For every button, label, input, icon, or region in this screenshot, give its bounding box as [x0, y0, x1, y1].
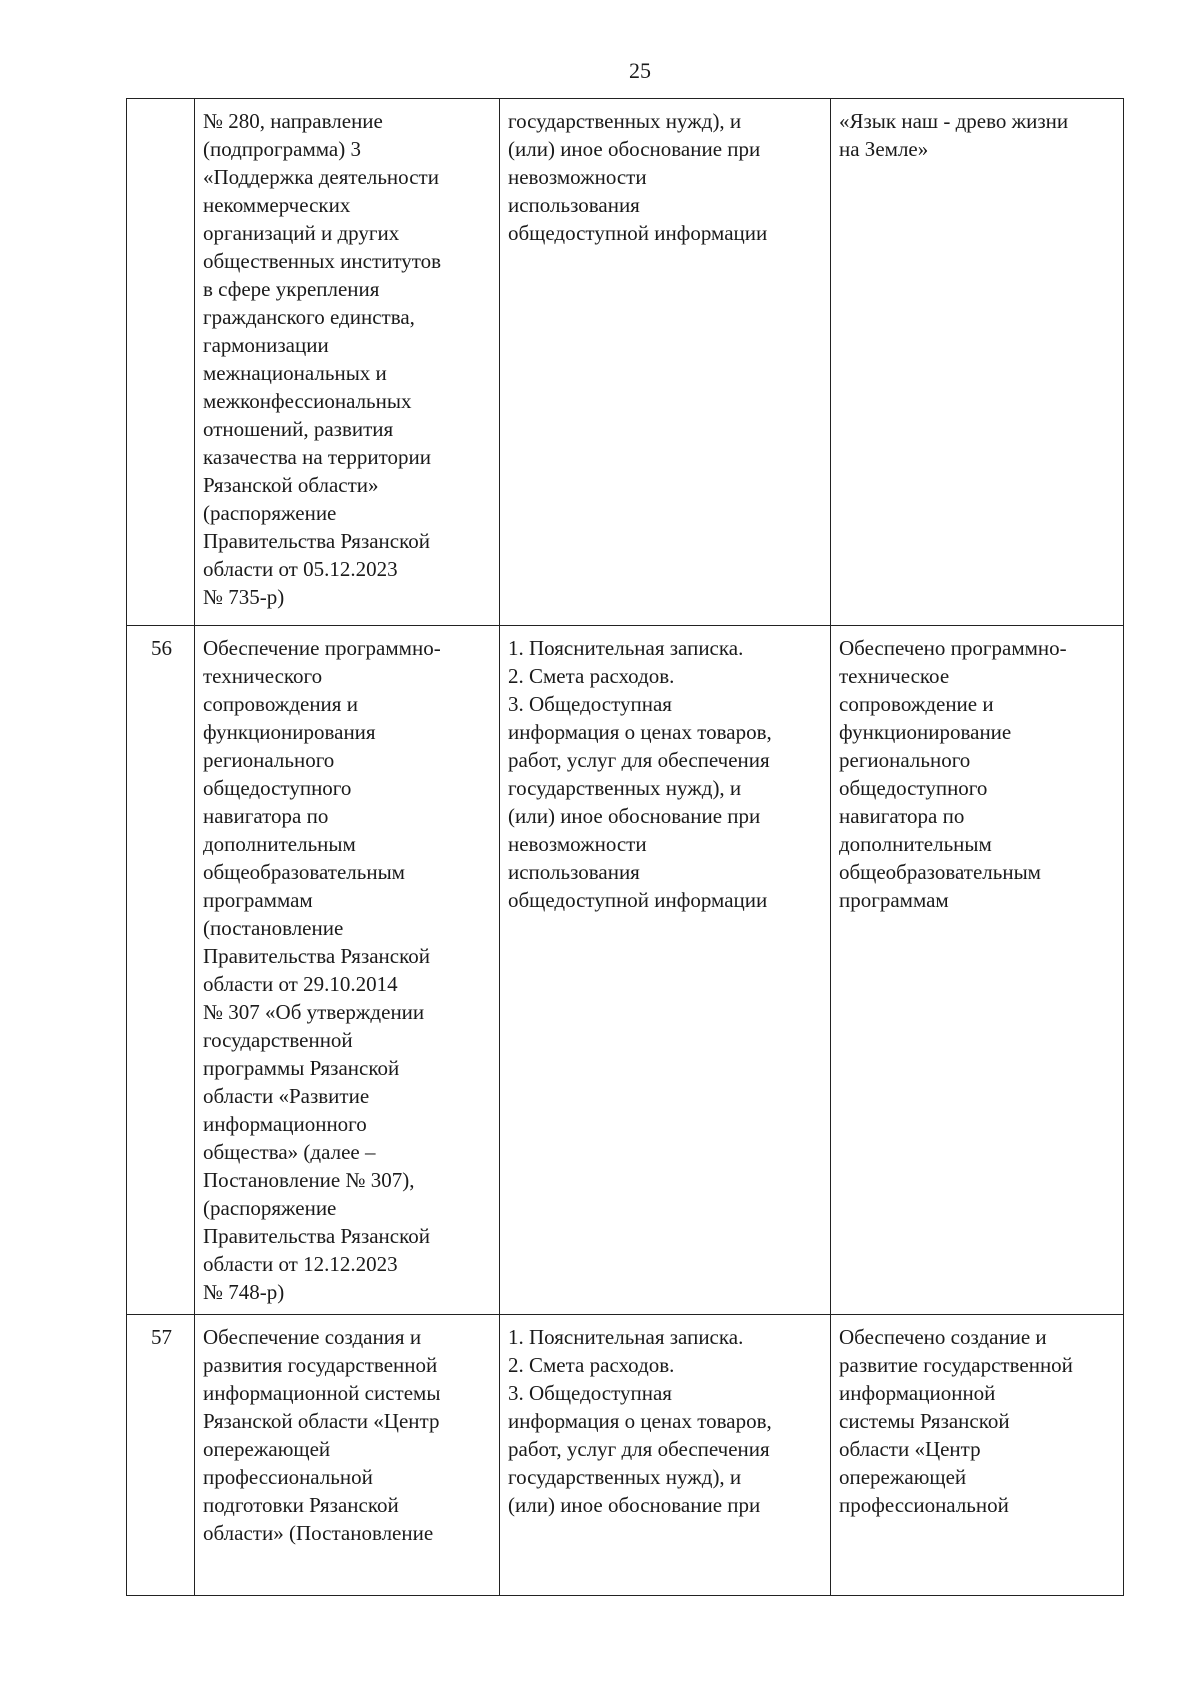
documents-cell: государственных нужд), и (или) иное обоснование при невозможности использования общедоступной информации — [500, 99, 831, 626]
row-number-cell: 56 — [127, 626, 195, 1315]
measure-name-cell: Обеспечение создания и развития государственной информационной системы Рязанской области «Центр опережающей профессиональной подготовки Рязанской области» (Постановление — [195, 1315, 500, 1596]
table-row — [127, 626, 1124, 1315]
table-row — [127, 99, 1124, 626]
result-cell: Обеспечено программно- техническое сопровождение и функционирование регионального общедоступного навигатора по дополнительным общеобразовательным программам — [831, 626, 1124, 1315]
documents-cell: 1. Пояснительная записка. 2. Смета расходов. 3. Общедоступная информация о ценах товаров, работ, услуг для обеспечения государственных нужд), и (или) иное обоснование при — [500, 1315, 831, 1596]
documents-cell: 1. Пояснительная записка. 2. Смета расходов. 3. Общедоступная информация о ценах товаров, работ, услуг для обеспечения государственных нужд), и (или) иное обоснование при невозможности использования общедоступной информации — [500, 626, 831, 1315]
result-cell: Обеспечено создание и развитие государственной информационной системы Рязанской области «Центр опережающей профессиональной — [831, 1315, 1124, 1596]
page-number: 25 — [629, 58, 651, 83]
row-number-cell — [127, 99, 195, 626]
row-number-cell: 57 — [127, 1315, 195, 1596]
measure-name-cell: Обеспечение программно- технического сопровождения и функционирования регионального общедоступного навигатора по дополнительным общеобразовательным программам (постановление Правительства Рязанской области от 29.10.2014 № 307 «Об утверждении государственной программы Рязанской области «Развитие информационного общества» (далее – Постановление № 307), (распоряжение Правительства Рязанской области от 12.12.2023 № 748-р) — [195, 626, 500, 1315]
result-cell: «Язык наш - древо жизни на Земле» — [831, 99, 1124, 626]
measures-table — [126, 98, 1124, 1596]
measure-name-cell: № 280, направление (подпрограмма) 3 «Поддержка деятельности некоммерческих организаций и других общественных институтов в сфере укрепления гражданского единства, гармонизации межнациональных и межконфессиональных отношений, развития казачества на территории Рязанской области» (распоряжение Правительства Рязанской области от 05.12.2023 № 735-р) — [195, 99, 500, 626]
table-row — [127, 1315, 1124, 1596]
